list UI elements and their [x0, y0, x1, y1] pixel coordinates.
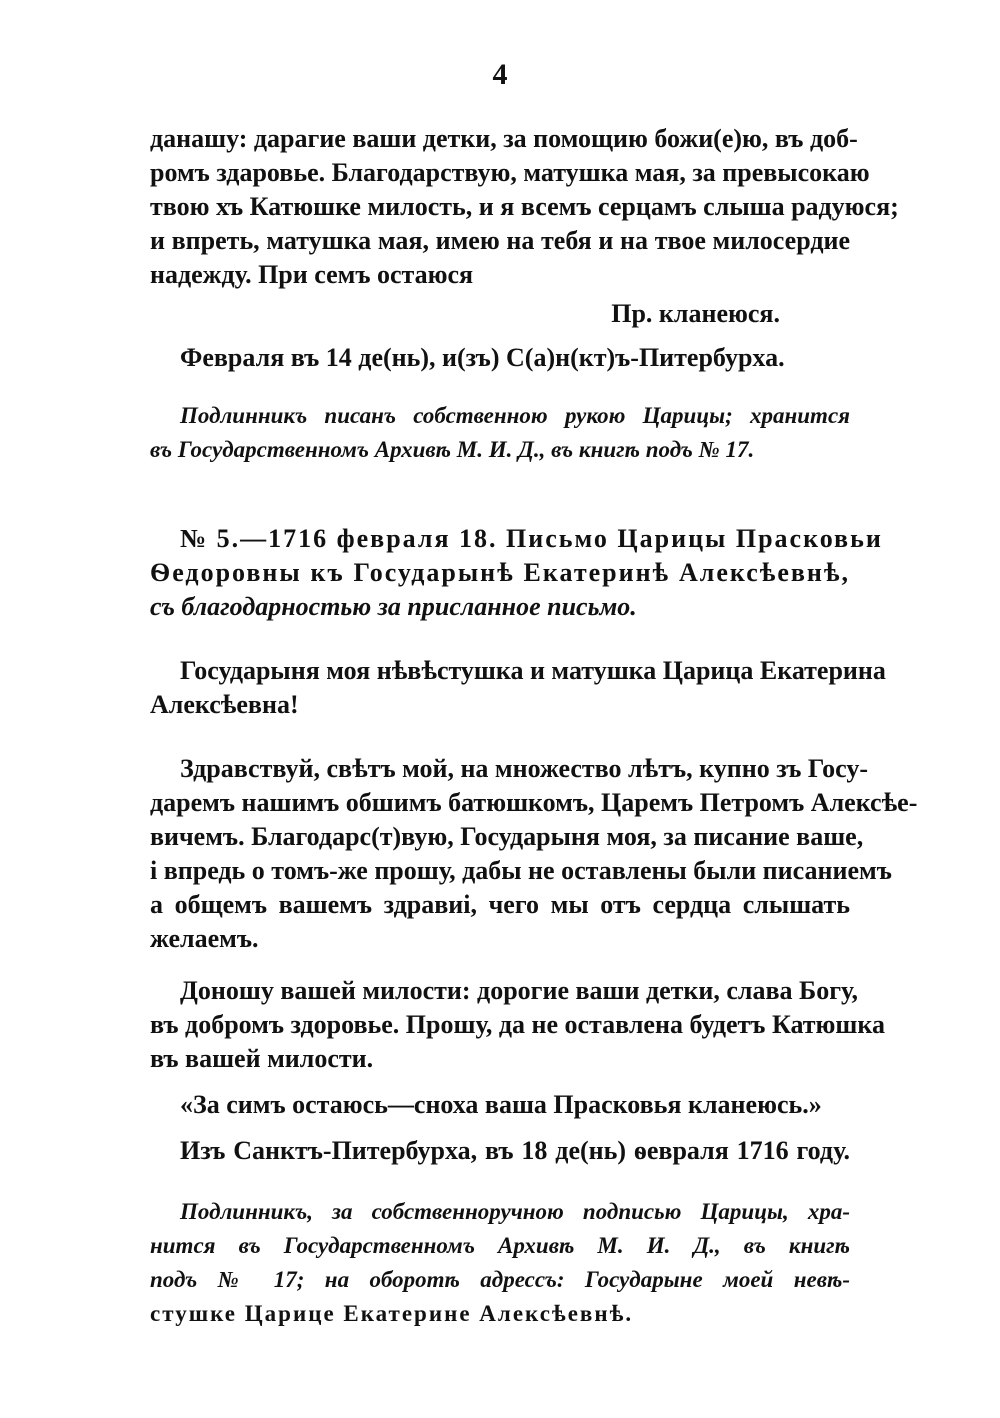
source-note-line: стушке Царице Екатерине Алексѣевнѣ.	[150, 1301, 634, 1326]
body-line: надежду. При семъ остаюся	[150, 260, 474, 289]
body-line: въ добромъ здоровье. Прошу, да не оставлена будетъ Катюшка	[150, 1010, 885, 1039]
source-note-line: Подлинникъ писанъ собственною рукою Царицы; хранится	[180, 403, 850, 428]
body-line: Доношу вашей милости: дорогие ваши детки, слава Богу,	[180, 976, 858, 1005]
letter-heading-line: съ благодарностью за присланное письмо.	[150, 592, 637, 621]
date-line: Изъ Санктъ-Питербурха, въ 18 де(нь) ѳевраля 1716 году.	[180, 1136, 850, 1165]
closing-line: «За симъ остаюсь—сноха ваша Прасковья кланеюсь.»	[180, 1090, 822, 1119]
body-line: Здравствуй, свѣтъ мой, на множество лѣтъ, купно зъ Госу-	[180, 754, 868, 783]
body-line: желаемъ.	[150, 924, 259, 953]
source-note-line: Подлинникъ, за собственноручною подписью Царицы, хра-	[180, 1199, 850, 1224]
page-number: 4	[492, 58, 508, 91]
source-note-line: въ Государственномъ Архивѣ М. И. Д., въ книгѣ подъ № 17.	[150, 437, 755, 462]
source-note-line: подъ № 17; на оборотѣ адрессъ: Государыне моей невѣ-	[150, 1267, 850, 1292]
date-line: Февраля въ 14 де(нь), и(зъ) С(а)н(кт)ъ-Питербурха.	[180, 343, 785, 372]
source-note-line: нится въ Государственномъ Архивѣ М. И. Д., въ книгѣ	[150, 1233, 850, 1258]
body-line: ромъ здаровье. Благодарствую, матушка мая, за превысокаю	[150, 158, 870, 187]
body-line: і впредь о томъ-же прошу, дабы не оставлены были писаниемъ	[150, 856, 892, 885]
body-line: данашу: дарагие ваши детки, за помощию божи(е)ю, въ доб-	[150, 124, 858, 153]
body-line: твою хъ Катюшке милость, и я всемъ серцамъ слыша радуюся;	[150, 192, 899, 221]
closing-line: Пр. кланеюся.	[611, 299, 780, 328]
body-line: и впреть, матушка мая, имею на тебя и на твое милосердие	[150, 226, 850, 255]
salutation-line: Алексѣевна!	[150, 690, 299, 719]
body-line: въ вашей милости.	[150, 1044, 374, 1073]
body-line: а общемъ вашемъ здравиі, чего мы отъ сердца слышать	[150, 890, 850, 919]
letter-heading-line: № 5.—1716 февраля 18. Письмо Царицы Прасковьи	[180, 524, 883, 553]
body-line: вичемъ. Благодарс(т)вую, Государыня моя, за писание ваше,	[150, 822, 864, 851]
body-line: даремъ нашимъ обшимъ батюшкомъ, Царемъ Петромъ Алексѣе-	[150, 788, 918, 817]
salutation-line: Государыня моя нѣвѣстушка и матушка Царица Екатерина	[180, 656, 886, 685]
letter-heading-line: Ѳедоровны къ Государынѣ Екатеринѣ Алексѣевнѣ,	[150, 558, 850, 587]
